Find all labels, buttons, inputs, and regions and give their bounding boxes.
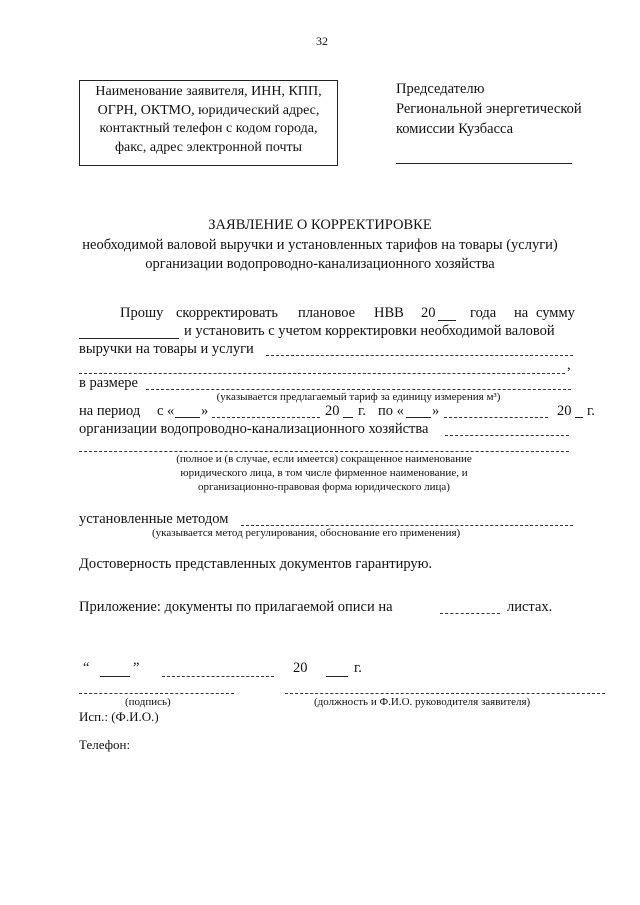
phone-label: Телефон: (79, 737, 131, 752)
executor-label: Исп.: (Ф.И.О.) (79, 709, 159, 724)
size-label: в размере (79, 375, 138, 391)
addressee-line-2: Региональной энергетической (396, 101, 582, 117)
guarantee-statement: Достоверность представленных документов гарантирую. (79, 556, 433, 572)
goods-services-line-2 (79, 373, 565, 374)
size-line (146, 389, 571, 390)
request-word-3: плановое (298, 305, 356, 321)
request-year-prefix: 20 (421, 305, 436, 321)
position-name-line (285, 693, 605, 694)
applicant-box-line-2: ОГРН, ОКТМО, юридический адрес, (97, 102, 320, 118)
request-word-4: НВВ (374, 305, 404, 321)
org-hint-2: юридического лица, в том числе фирменное наименование, и (180, 467, 468, 479)
period-from-year-suffix: г. (358, 403, 366, 419)
date-year-suffix: г. (354, 660, 362, 676)
position-name-hint: (должность и Ф.И.О. руководителя заявителя) (314, 696, 531, 708)
appendix-sheets-line (440, 613, 500, 614)
request-line-2: и установить с учетом корректировки необходимой валовой (184, 323, 555, 339)
applicant-info-box (79, 80, 338, 166)
document-subtitle-1: необходимой валовой выручки и установленных тарифов на товары (услуги) (82, 237, 558, 253)
period-label: на период (79, 403, 141, 419)
org-label: организации водопроводно-канализационного хозяйства (79, 421, 429, 437)
request-word-2: скорректировать (176, 305, 279, 321)
goods-line-comma: , (567, 357, 571, 373)
appendix-sheets-label: листах. (507, 599, 553, 615)
document-subtitle-2: организации водопроводно-канализационного хозяйства (145, 256, 495, 272)
applicant-box-line-1: Наименование заявителя, ИНН, КПП, (95, 84, 322, 99)
request-word-1: Прошу (120, 305, 164, 321)
period-to-year: 20 (557, 403, 572, 419)
date-month-line (162, 676, 274, 677)
method-line (241, 525, 573, 526)
period-to-month-line (444, 417, 548, 418)
period-from-month-line (212, 417, 320, 418)
goods-services-line (266, 355, 573, 356)
period-from-day-line (175, 417, 200, 418)
date-quote-close: ” (133, 660, 140, 676)
request-year-line (438, 320, 456, 321)
date-day-line (100, 676, 130, 677)
period-from-year: 20 (325, 403, 340, 419)
org-hint-1: (полное и (в случае, если имеется) сокращенное наименование (176, 453, 472, 465)
signature-hint: (подпись) (125, 696, 171, 708)
page-number: 32 (316, 34, 328, 48)
request-line-3: выручки на товары и услуги (79, 341, 254, 357)
method-label: установленные методом (79, 511, 229, 527)
method-hint: (указывается метод регулирования, обоснование его применения) (152, 527, 461, 539)
addressee-name-line (396, 163, 572, 164)
date-year-line (326, 676, 348, 677)
org-name-line-2 (79, 451, 569, 452)
period-to-day-line (406, 417, 431, 418)
signature-line (79, 693, 234, 694)
org-hint-3: организационно-правовая форма юридического лица) (198, 481, 450, 493)
period-from-year-line (343, 417, 353, 418)
applicant-box-line-3: контактный телефон с кодом города, (99, 121, 318, 136)
addressee-line-1: Председателю (396, 81, 485, 97)
addressee-line-3: комиссии Кузбасса (396, 121, 514, 137)
period-from-quote: » (201, 403, 209, 419)
org-name-line (445, 435, 569, 436)
amount-line (79, 338, 179, 339)
document-title: ЗАЯВЛЕНИЕ О КОРРЕКТИРОВКЕ (208, 217, 432, 233)
period-to-year-line (575, 417, 583, 418)
period-to-year-suffix: г. (587, 403, 595, 419)
date-quote-open: “ (83, 660, 90, 676)
date-year-prefix: 20 (293, 660, 308, 676)
period-from: с « (157, 403, 175, 419)
applicant-box-line-4: факс, адрес электронной почты (114, 139, 303, 155)
appendix-label: Приложение: документы по прилагаемой описи на (79, 599, 393, 615)
request-word-8: сумму (536, 305, 575, 321)
request-word-6: года (470, 305, 497, 321)
request-word-7: на (514, 305, 529, 321)
period-to-quote: » (432, 403, 440, 419)
period-to: по « (378, 403, 404, 419)
size-hint: (указывается предлагаемый тариф за единицу измерения м³) (216, 391, 501, 403)
